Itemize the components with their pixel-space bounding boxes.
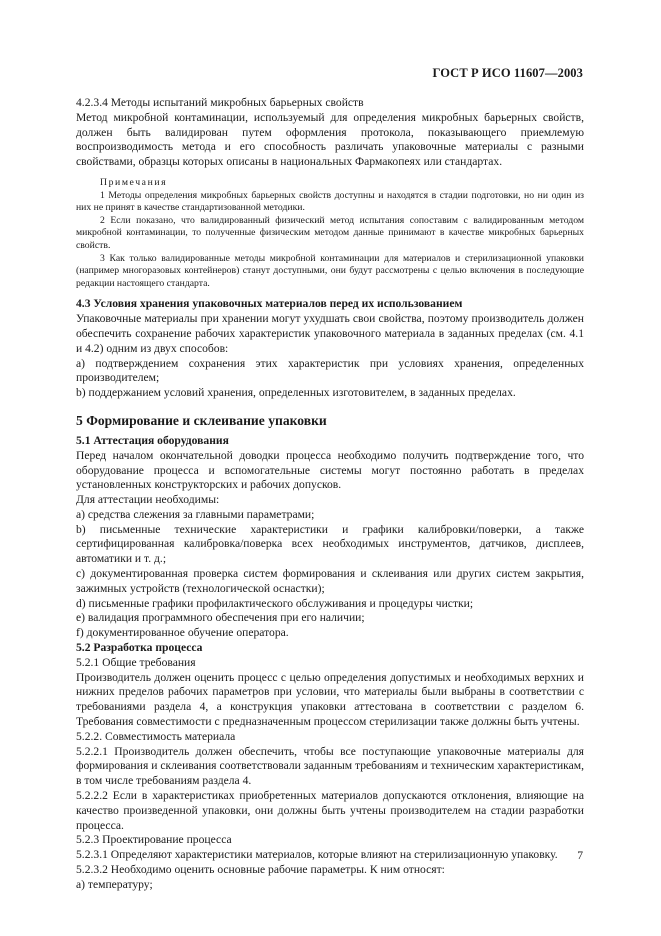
section-5-title: 5 Формирование и склеивание упаковки xyxy=(76,412,327,428)
section-5-1-item-a: а) средства слежения за главными параметрами; xyxy=(76,507,315,521)
section-5-2-1-title: 5.2.1 Общие требования xyxy=(76,655,196,669)
section-4-3-item-b: b) поддержанием условий хранения, определенных изготовителем, в заданных пределах. xyxy=(76,386,516,400)
note-1: 1 Методы определения микробных барьерных свойств доступны и находятся в стадии подготовки, но ни один из них не принят в качестве стандартизованной методики. xyxy=(76,189,584,214)
section-4-3-item-a: а) подтверждением сохранения этих характеристик при условиях хранения, определенных производителем; xyxy=(76,356,584,385)
section-5-1-need: Для аттестации необходимы: xyxy=(76,493,220,507)
section-5-1-item-f: f) документированное обучение оператора. xyxy=(76,626,289,640)
section-5-1-item-b: b) письменные технические характеристики и графики калибровки/поверки, а также сертифицированная калибровка/поверка всех необходимых инструментов, датчиков, дисплеев, автоматики и т. д.; xyxy=(76,522,584,566)
subsection-4-2-3-4-title: 4.2.3.4 Методы испытаний микробных барьерных свойств xyxy=(76,96,364,109)
page-number: 7 xyxy=(577,849,583,862)
section-5-2-3-title: 5.2.3 Проектирование процесса xyxy=(76,833,232,847)
section-4-3-title: 4.3 Условия хранения упаковочных материалов перед их использованием xyxy=(76,297,463,311)
subsection-4-2-3-4-text: Метод микробной контаминации, используемый для определения микробных барьерных свойств, должен быть валидирован путем оформления протокола, показывающего приемлемую воспроизводимость метода и его способность различать упаковочные материалы с разными свойствами, образцы которых описаны в национальных Фармакопеях или стандартах. xyxy=(76,110,584,169)
section-5-1-item-e: e) валидация программного обеспечения при его наличии; xyxy=(76,611,365,625)
notes-heading: Примечания xyxy=(100,176,168,188)
section-5-2-title: 5.2 Разработка процесса xyxy=(76,641,203,655)
note-3: 3 Как только валидированные методы микробной контаминации для материалов и стерилизационной упаковки (например многоразовых контейнеров) станут доступными, они будут рассмотрены с целью включения в последующие редакции настоящего стандарта. xyxy=(76,252,584,289)
section-4-3-text: Упаковочные материалы при хранении могут ухудшать свои свойства, поэтому производитель должен обеспечить сохранение рабочих характеристик упаковочного материала в заданных пределах (см. 4.1 и 4.2) одним из двух способов: xyxy=(76,312,584,355)
section-5-1-item-d: d) письменные графики профилактического обслуживания и процедуры чистки; xyxy=(76,596,474,610)
page-body xyxy=(76,96,584,893)
section-5-2-3-2-item-a: а) температуру; xyxy=(76,877,153,891)
section-5-2-2-1-text: 5.2.2.1 Производитель должен обеспечить, чтобы все поступающие упаковочные материалы для формирования и склеивания соответствовали заданным требованиям и техническим характеристикам, в том числе требованиям раздела 4. xyxy=(76,744,584,788)
section-5-2-3-2-text: 5.2.3.2 Необходимо оценить основные рабочие параметры. К ним относят: xyxy=(76,863,445,877)
section-5-1-text: Перед началом окончательной доводки процесса необходимо получить подтверждение того, что оборудование процесса и вспомогательные системы могут постоянно работать в пределах установленных конструкторских и рабочих допусков. xyxy=(76,448,584,492)
note-2: 2 Если показано, что валидированный физический метод испытания сопоставим с валидированным методом микробной контаминации, то полученные физическим методом данные принимают в качестве микробных барьерных свойств. xyxy=(76,214,584,251)
document-code-header: ГОСТ Р ИСО 11607—2003 xyxy=(432,66,583,80)
section-5-2-3-1-text: 5.2.3.1 Определяют характеристики материалов, которые влияют на стерилизационную упаковку. xyxy=(76,848,558,862)
section-5-2-2-2-text: 5.2.2.2 Если в характеристиках приобретенных материалов допускаются отклонения, влияющие на качество произведенной упаковки, они должны быть учтены производителем на стадии разработки процесса. xyxy=(76,789,584,832)
section-5-1-item-c: c) документированная проверка систем формирования и склеивания или других систем закрытия, зажимных устройств (технологической оснастки); xyxy=(76,567,584,595)
section-5-1-title: 5.1 Аттестация оборудования xyxy=(76,433,229,447)
notes-block xyxy=(76,177,584,290)
section-5-2-1-text: Производитель должен оценить процесс с целью определения допустимых и необходимых верхних и нижних пределов рабочих параметров при условии, что материалы были выбраны в соответствии с требованиями раздела 4, а конструкция упаковки аттестована в соответствии с разделом 6. Требования совместимости с предназначенным процессом стерилизации также должны быть учтены. xyxy=(76,670,584,729)
section-5-2-2-title: 5.2.2. Совместимость материала xyxy=(76,729,236,743)
